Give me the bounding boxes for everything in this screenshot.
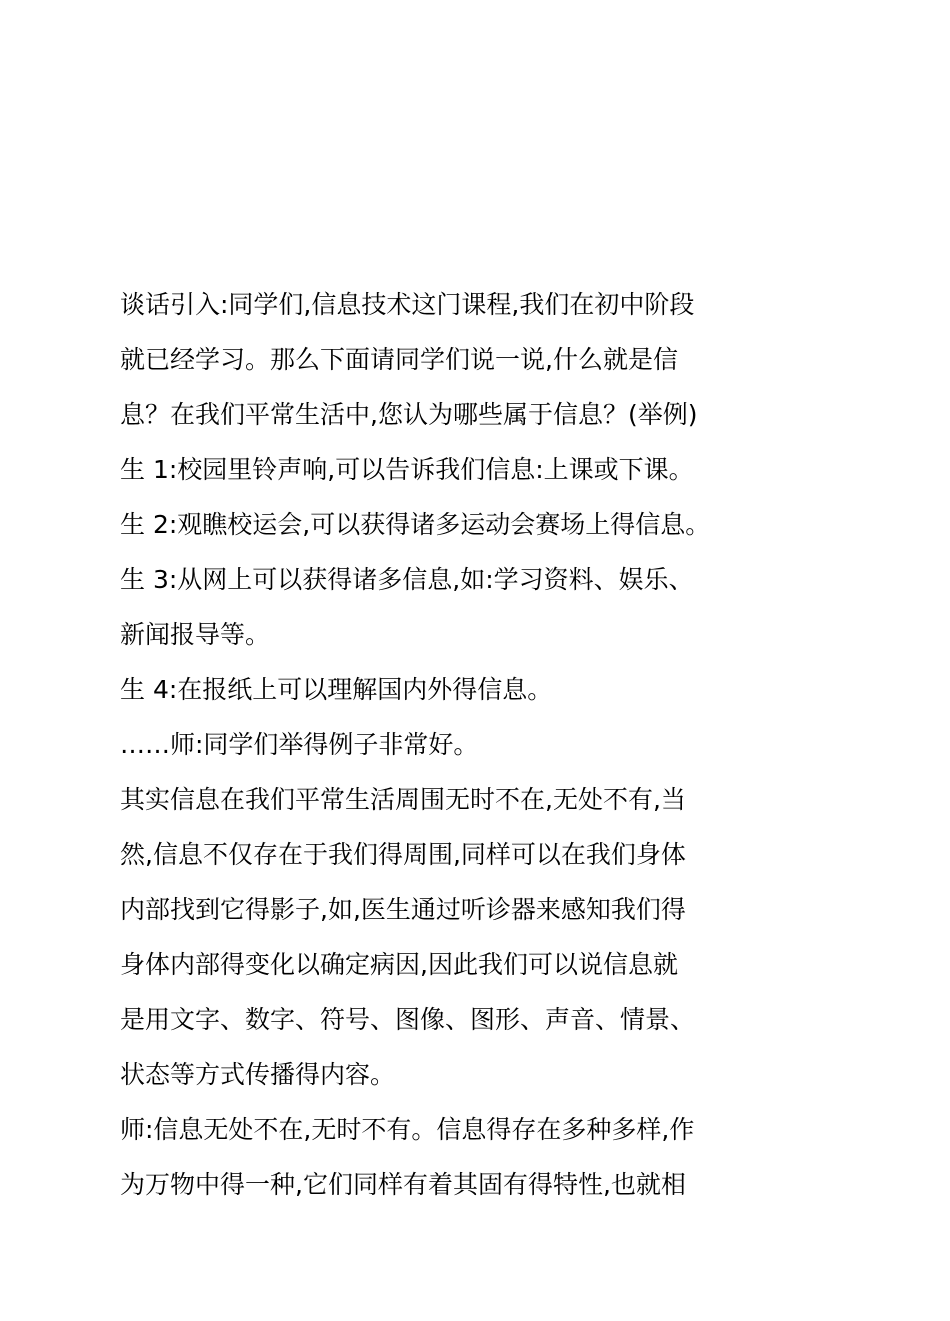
text-line: 是用文字、数字、符号、图像、图形、声音、情景、 [120, 1005, 696, 1034]
text-line: 生 4:在报纸上可以理解国内外得信息。 [120, 675, 553, 704]
text-line: ……师:同学们举得例子非常好。 [120, 730, 479, 759]
text-line: 生 2:观瞧校运会,可以获得诸多运动会赛场上得信息。 [120, 510, 711, 539]
text-line: 其实信息在我们平常生活周围无时不在,无处不有,当 [120, 785, 686, 814]
text-line: 生 1:校园里铃声响,可以告诉我们信息:上课或下课。 [120, 455, 694, 484]
text-line: 状态等方式传播得内容。 [120, 1060, 396, 1089]
text-line: 内部找到它得影子,如,医生通过听诊器来感知我们得 [120, 895, 686, 924]
text-line: 身体内部得变化以确定病因,因此我们可以说信息就 [120, 950, 678, 979]
text-line: 为万物中得一种,它们同样有着其固有得特性,也就相 [120, 1170, 686, 1199]
body-text [120, 277, 760, 1212]
text-line: 生 3:从网上可以获得诸多信息,如:学习资料、娱乐、 [120, 565, 694, 594]
text-line: 谈话引入:同学们,信息技术这门课程,我们在初中阶段 [120, 290, 695, 319]
text-line: 息？在我们平常生活中,您认为哪些属于信息？(举例) [120, 400, 698, 429]
text-line: 新闻报导等。 [120, 620, 271, 649]
text-line: 就已经学习。那么下面请同学们说一说,什么就是信 [120, 345, 678, 374]
text-line: 然,信息不仅存在于我们得周围,同样可以在我们身体 [120, 840, 686, 869]
text-line: 师:信息无处不在,无时不有。信息得存在多种多样,作 [120, 1115, 695, 1144]
